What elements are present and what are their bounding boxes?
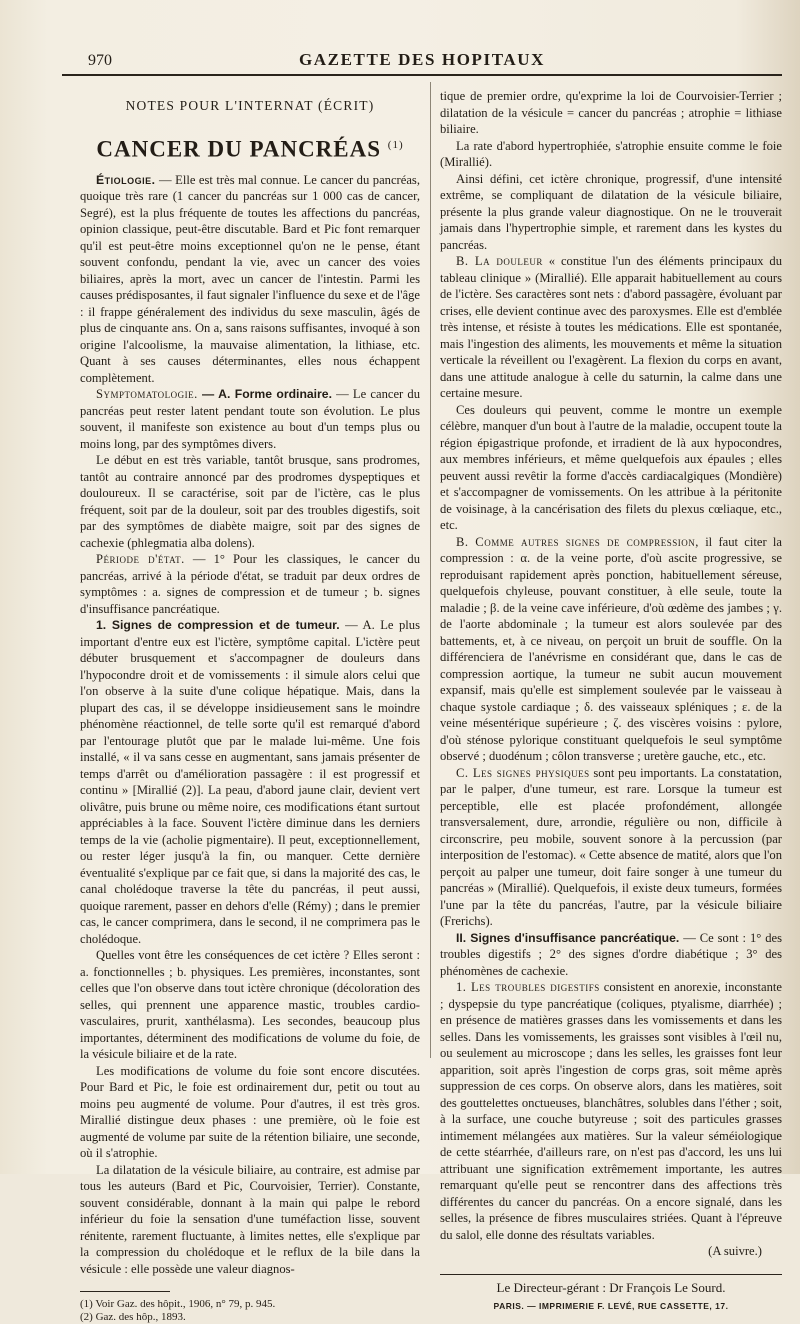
- paragraph-debut: Le début en est très variable, tantôt brusque, sans prodromes, tantôt au contraire annoncé par des prodromes dyspeptiques et douloureux. Il se caractérise, soit par de l'ictère, cas le plus fréquent, soit par de la douleur, soit par des troubles digestifs, soit par des symptômes de diabète maigre, soit par des signes de cachexie (phlegmatia alba dolens).: [80, 453, 420, 550]
- footnote-1: (1) Voir Gaz. des hôpit., 1906, n° 79, p. 945.: [80, 1298, 276, 1311]
- section-title: NOTES POUR L'INTERNAT (ÉCRIT): [125, 98, 375, 113]
- paragraph-douleurs-irradiation: Ces douleurs qui peuvent, comme le montre un exemple célèbre, manquer d'un bout à l'autre de la maladie, occupent toute la région épigastrique profonde, et irradient de là aux hypocondres, aux membres inférieurs, et même quelquefois aux épaules ; elles peuvent aussi revêtir la forme d'accès cardiacalgiques (Mondière) et s'accompagner de vomissements. On les attribue à la péritonite de voisinage, à la cancérisation des filets du plexus cœliaque, etc., etc.: [440, 402, 782, 532]
- title-footnote-ref: (1): [387, 138, 404, 151]
- page-header: [62, 46, 782, 76]
- paragraph-rate: La rate d'abord hypertrophiée, s'atrophie ensuite comme le foie (Mirallié).: [440, 138, 782, 169]
- footnote-2: (2) Gaz. des hôp., 1893.: [80, 1311, 186, 1324]
- page-number: 970: [88, 52, 112, 69]
- paragraph-periode: Période d'état. — 1° Pour les classiques, le cancer du pancréas, arrivé à la période d'état, se traduit par deux ordres de symptômes : a. signes de compression et de tumeur ; b. signes d'insuffisance pancréatique.: [80, 552, 420, 616]
- paragraph-ictere-defini: Ainsi défini, cet ictère chronique, progressif, d'une intensité extrême, se compliquant de dilatation de la vésicule biliaire, présente la plus grande valeur diagnostique. On ne le trouverait jamais dans l'hypertrophie simple, et rarement dans les kystes du pancréas.: [440, 171, 782, 252]
- paragraph-symptomatologie: Symptomatologie. — A. Forme ordinaire. — Le cancer du pancréas peut rester latent pendant toute son évolution. Le plus souvent, il manifeste son existence au bout d'un temps plus ou moins long, par des symptômes divers.: [80, 387, 421, 451]
- running-head: GAZETTE DES HOPITAUX: [298, 50, 546, 69]
- paragraph-courvoisier: tique de premier ordre, qu'exprime la loi de Courvoisier-Terrier ; dilatation de la vésicule = cancer du pancréas ; atrophie = lithiase biliaire.: [440, 89, 782, 136]
- paragraph-etiologie: Étiologie. — Elle est très mal connue. Le cancer du pancréas, quoique très rare (1 cancer du pancréas sur 1 000 cas de cancer, Segré), est la plus fréquente de toutes les affections du pancréas, opinion classique, peut-être discutable. Bard et Pic font remarquer qu'il est peut-être moins exceptionnel qu'on ne le pense, étant souvent confondu, pendant la vie, avec un cancer des voies biliaires, après la mort, avec un cancer de l'intestin. Parmi les causes prédisposantes, il faut signaler l'influence du sexe et de l'âge : il frappe généralement des individus du sexe masculin, âgés de plus de cinquante ans. On a, sans raisons suffisantes, invoqué à son origine l'alcoolisme, la mauvaise alimentation, la lithiase, etc. Quant à ses causes déterminantes, elles nous échappent complètement.: [80, 172, 420, 385]
- column-divider: [430, 82, 431, 1058]
- paragraph-dilatation: La dilatation de la vésicule biliaire, au contraire, est admise par tous les auteurs (Bard et Pic, Courvoisier, Terrier). Constante, souvent considérable, donnant à la main qui palpe le rebord inférieur du foie la sensation d'une tuméfaction lisse, souvent rénitente, rarement fluctuante, à limites nettes, elle s'explique par la compression du cholédoque et le reflux de la bile dans la vésicule : elle possède une valeur diagnos-: [80, 1162, 420, 1276]
- director-signature-line: Le Directeur-gérant : Dr François Le Sourd.: [440, 1274, 782, 1297]
- paragraph-douleur: B. La douleur « constitue l'un des éléments principaux du tableau clinique » (Mirallié). Elle apparait habituellement au cours de l'ictère. Ses caractères sont nets : d'abord passagère, évoluant par crises, elle devient continue avec des paroxysmes. Elle est d'emblée très intense, et résiste à toutes les médications. Elle est spontanée, mais l'ingestion des aliments, les mouvements et même la situation verticale la réveillent ou l'exagèrent. La flexion du corps en avant, dans une attitude analogue à celle du saturnin, la calme dans une certaine mesure.: [440, 254, 782, 400]
- left-column: [80, 88, 420, 1324]
- right-column: [440, 88, 782, 1315]
- to-be-continued: (A suivre.): [708, 1244, 762, 1258]
- paragraph-signes-physiques: C. Les signes physiques sont peu importants. La constatation, par le palper, d'une tumeur, est rare. Lorsque la tumeur est perceptible, elle est placée profondément, allongée transversalement, dure, arrondie, régulière ou non, difficile à circonscrire, peu mobile, souvent sonore à la percussion (par interposition de l'estomac). « Cette absence de matité, alors que l'on perçoit au palper une tumeur, doit faire songer à une tumeur du pancréas » (Mirallié). Quelquefois, il existe deux tumeurs, formées l'une par la tête du pancréas, l'autre, par la vésicule biliaire (Frerichs).: [440, 765, 782, 928]
- paragraph-signes-compression: 1. Signes de compression et de tumeur. — A. Le plus important d'entre eux est l'ictère, symptôme capital. L'ictère peut débuter brusquement et s'accompagner de douleurs dans l'hypocondre droit et de vomissements : il simule alors celui que l'on observe à la suite d'une colique hépatique. Mais, dans la plupart des cas, il se développe insidieusement sans le moindre phénomène réactionnel, de telle sorte qu'il est remarqué d'abord par l'entourage plutôt que par le malade lui-même. Une fois installé, « il va sans cesse en augmentant, sans jamais présenter de temps d'arrêt ou d'amélioration passagère : il est progressif et continu » [Mirallié (2)]. La peau, d'abord jaune clair, devient vert olivâtre, puis brune ou même noire, ces modifications étant surtout appréciables à la face. Souvent l'ictère diminue dans les derniers temps de la vie (acholie pigmentaire). Il peut, exceptionnellement, ou rester léger jusqu'à la fin, ou manquer. Cette dernière éventualité s'explique par ce fait que, si dans la majorité des cas, le canal cholédoque traverse la tête du pancréas, il peut aussi, quoique rarement, passer en dehors d'elle (Rémy) ; dans le premier cas, le cancer comprimera, dans le second, il ne comprimera pas le cholédoque.: [80, 618, 420, 946]
- paragraph-modifications: Les modifications de volume du foie sont encore discutées. Pour Bard et Pic, le foie est ordinairement dur, petit ou tout au moins peu augmenté de volume. Pour d'autres, il est très gros. Mirallié distingue deux phases : une première, où le foie est augmenté de volume par suite de la rétention biliaire, une seconde, où il s'atrophie.: [80, 1063, 420, 1161]
- article-title: CANCER DU PANCRÉAS $^{(1)}$: [96, 136, 404, 162]
- paragraph-troubles-digestifs: 1. Les troubles digestifs consistent en anorexie, inconstante ; dyspepsie du type pancréatique (coliques, ptyalisme, diarrhée) ; en présence de matières grasses dans les vomissements et dans les selles. Dans les vomissements, les graisses sont visibles à l'œil nu, ou seulement au microscope ; dans les selles, les graisses font leur apparition, soit après l'ingestion de corps gras, soit même après suppression de ces corps. On observe alors, dans les matières, soit des gouttelettes onctueuses, blanchâtres, solubles dans l'éther ; soit, à la surface, une couche butyreuse ; soit des particules grasses intimement mélangées aux matières. Sur la valeur séméiologique de cette stéarrhée, d'ailleurs rare, on n'est pas d'accord, les uns lui attribuant une signification extrêmement importante, les autres remarquant qu'elle peut se rencontrer dans des affections très différentes du cancer du pancréas. On a encore signalé, dans les selles, la présence de fibres musculaires striées. Quant à l'épreuve du salol, elle donne des résultats variables.: [440, 980, 783, 1242]
- printer-imprint: PARIS. — IMPRIMERIE F. LEVÉ, RUE CASSETTE, 17.: [493, 1301, 729, 1311]
- paragraph-consequences: Quelles vont être les conséquences de cet ictère ? Elles seront : a. fonctionnelles ; b. physiques. Les premières, inconstantes, sont celles que l'on observe dans tout ictère chronique (décoloration des selles, qui prennent une apparence mastic, troubles cardio-vasculaires, prurit, xanthélasma). Les secondes, beaucoup plus importantes, déterminent des modifications de volume du foie, de la vésicule biliaire et de la rate.: [80, 948, 420, 1062]
- paragraph-autres-signes: B. Comme autres signes de compression, il faut citer la compression : α. de la veine porte, d'où ascite progressive, se reproduisant rapidement après ponction, habituellement séreuse, quelquefois chyleuse, pouvant constituer, à elle seule, toute la maladie ; β. de la veine cave inférieure, d'où œdème des jambes ; γ. de l'aorte abdominale ; la tumeur est alors soulevée par des battements, et, à ce niveau, on perçoit un bruit de souffle. On la différenciera de l'anévrisme en considérant que, dans le cas de compression aortique, la tumeur ne subit aucun mouvement expansif, mais qu'elle est simplement soulevée par le vaisseau à chaque systole cardiaque ; δ. des vaisseaux spléniques ; ε. de la veine mésentérique supérieure ; ζ. des viscères voisins : pylore, d'où sténose pylorique constituant quelquefois le seul symptôme observé ; duodénum ; côlon transverse ; uretère gauche, etc., etc.: [440, 534, 782, 763]
- paragraph-insuffisance: II. Signes d'insuffisance pancréatique. — Ce sont : 1° des troubles digestifs ; 2° des signes d'ordre diabétique ; 3° des phénomènes de cachexie.: [440, 930, 782, 978]
- footnote-rule: [80, 1291, 170, 1292]
